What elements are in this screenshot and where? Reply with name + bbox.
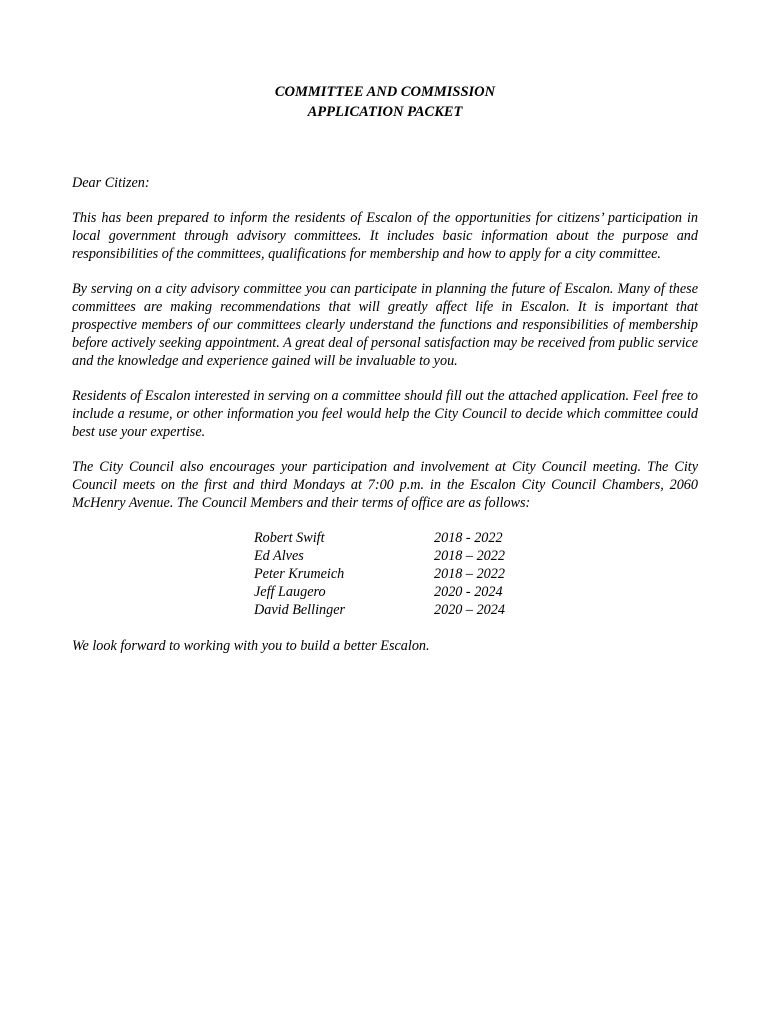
council-members-list (254, 529, 554, 619)
council-member-row (254, 529, 554, 547)
title-line-2: APPLICATION PACKET (307, 104, 463, 120)
member-term: 2020 - 2024 (434, 584, 503, 600)
member-name: Robert Swift (254, 530, 325, 546)
member-term: 2018 - 2022 (434, 530, 503, 546)
council-member-row (254, 583, 554, 601)
member-name: David Bellinger (254, 602, 346, 618)
member-name: Jeff Laugero (254, 584, 326, 600)
paragraph-council: The City Council also encourages your participation and involvement at City Council meeting. The City Council meets on the first and third Mondays at 7:00 p.m. in the Escalon City Council Chambers, 2060 McHenry Avenue. The Council Members and their terms of office are as follows: (72, 459, 698, 511)
member-name: Peter Krumeich (254, 566, 345, 582)
member-term: 2018 – 2022 (434, 566, 505, 582)
member-name: Ed Alves (254, 548, 304, 564)
member-term: 2018 – 2022 (434, 548, 505, 564)
council-member-row (254, 601, 554, 619)
letter-body (72, 174, 698, 655)
closing-line: We look forward to working with you to build a better Escalon. (72, 638, 430, 654)
paragraph-application: Residents of Escalon interested in serving on a committee should fill out the attached application. Feel free to include a resume, or other information you feel would help the City Council to decide which committee could best use your expertise. (72, 388, 698, 440)
title-line-1: COMMITTEE AND COMMISSION (274, 84, 496, 100)
council-member-row (254, 565, 554, 583)
paragraph-intro: This has been prepared to inform the residents of Escalon of the opportunities for citizens’ participation in local government through advisory committees. It includes basic information about the purpose and responsibilities of the committees, qualifications for membership and how to apply for a city committee. (72, 210, 698, 262)
document-title (0, 82, 770, 122)
salutation: Dear Citizen: (72, 175, 150, 191)
council-member-row (254, 547, 554, 565)
member-term: 2020 – 2024 (434, 602, 505, 618)
paragraph-serving: By serving on a city advisory committee you can participate in planning the future of Escalon. Many of these committees are making recommendations that will greatly affect life in Escalon. It is important that prospective members of our committees clearly understand the functions and responsibilities of membership before actively seeking appointment. A great deal of personal satisfaction may be received from public service and the knowledge and experience gained will be invaluable to you. (72, 281, 698, 369)
